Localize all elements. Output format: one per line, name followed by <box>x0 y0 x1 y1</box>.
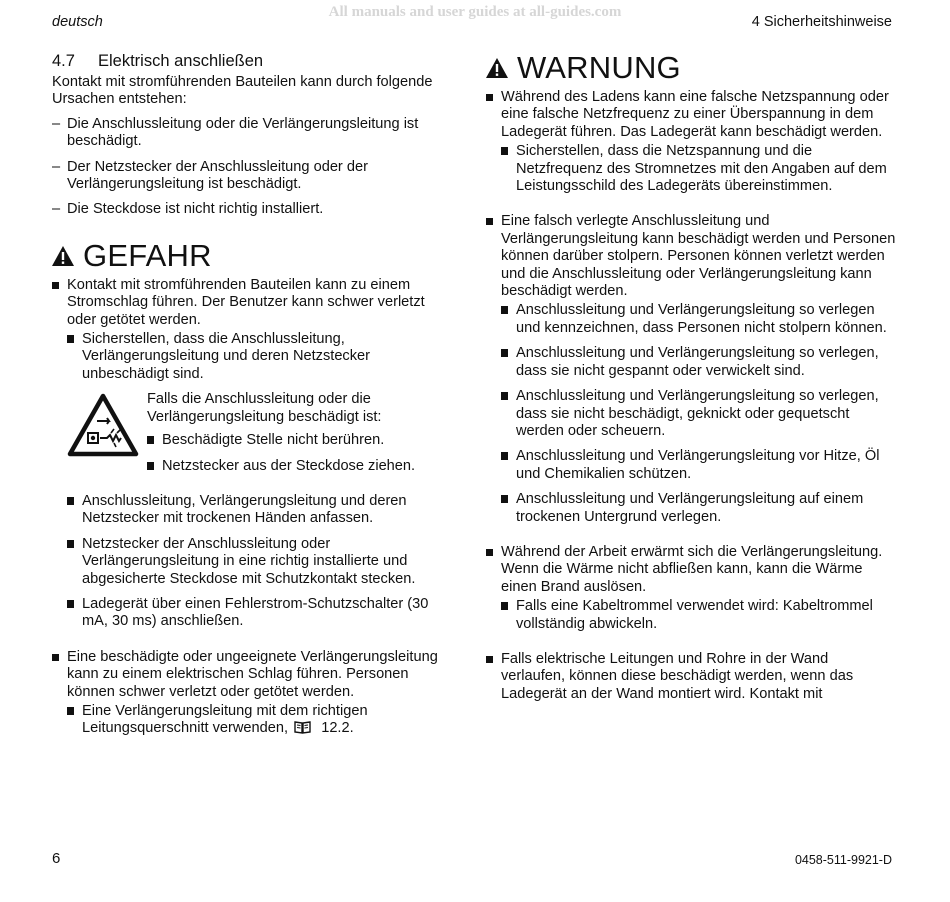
danger-title: GEFAHR <box>83 237 212 273</box>
instruction-step: Falls eine Kabeltrommel verwendet wird: Kabeltrommel vollständig abwickeln. <box>501 598 896 633</box>
section-reference[interactable]: 12.2. <box>321 720 354 737</box>
section-title: Elektrisch anschließen <box>98 52 264 70</box>
warning-triangle-icon <box>51 245 75 267</box>
instruction-step: Anschlussleitung und Verlängerungsleitung vor Hitze, Öl und Chemikalien schützen. <box>501 448 896 483</box>
instruction-step: Beschädigte Stelle nicht berühren. <box>147 432 457 449</box>
list-item: – Die Steckdose ist nicht richtig installiert. <box>52 201 324 218</box>
instruction-step: Eine Verlängerungsleitung mit dem richtigen Leitungsquerschnitt verwenden, 12.2. <box>67 703 457 738</box>
danger-item <box>52 649 457 746</box>
warning-item <box>486 89 896 203</box>
warning-text: Während des Ladens kann eine falsche Netzspannung oder eine falsche Netzfrequenz zu einer Überspannung in dem Ladegerät führen. Das Ladegerät kann beschädigt werden. <box>501 89 889 140</box>
instruction-step: Sicherstellen, dass die Netzspannung und die Netzfrequenz des Stromnetzes mit den Angaben auf dem Leistungsschild des Ladegeräts übereinstimmen. <box>501 143 896 195</box>
left-column <box>52 51 457 746</box>
header-chapter: 4 Sicherheitshinweise <box>751 14 892 30</box>
square-bullet-icon <box>52 654 59 661</box>
arrow-bullet-icon <box>501 306 508 314</box>
damaged-cable-warning-icon <box>67 393 139 457</box>
header-language: deutsch <box>52 14 103 30</box>
warning-text: Eine falsch verlegte Anschlussleitung und Verlängerungsleitung kann beschädigt werden und Personen können darüber stolpern. Personen können verletzt werden und die Anschlussleitung oder Verlängerungsleitung kann beschädigt werden. <box>501 213 896 300</box>
section-intro: Kontakt mit stromführenden Bauteilen kann durch folgende Ursachen entstehen: <box>52 74 433 108</box>
warning-item <box>486 651 896 703</box>
document-code: 0458-511-9921-D <box>794 853 892 867</box>
book-reference-icon <box>294 720 311 734</box>
instruction-step: Netzstecker aus der Steckdose ziehen. <box>147 458 457 475</box>
arrow-bullet-icon <box>501 452 508 460</box>
causes-list <box>52 116 457 219</box>
watermark: All manuals and user guides at all-guides.com <box>328 4 622 20</box>
danger-item <box>52 277 457 639</box>
square-bullet-icon <box>486 94 493 101</box>
arrow-bullet-icon <box>67 497 74 505</box>
list-item: – Der Netzstecker der Anschlussleitung oder der Verlängerungsleitung ist beschädigt. <box>52 158 368 193</box>
instruction-step: Anschlussleitung und Verlängerungsleitung so verlegen und kennzeichnen, dass Personen nicht stolpern können. <box>501 302 896 337</box>
arrow-bullet-icon <box>67 600 74 608</box>
figure-intro: Falls die Anschlussleitung oder die Verlängerungsleitung beschädigt ist: <box>147 391 382 425</box>
square-bullet-icon <box>52 282 59 289</box>
warning-text: Während der Arbeit erwärmt sich die Verlängerungsleitung. Wenn die Wärme nicht abfließen kann, kann die Wärme einen Brand auslösen. <box>501 543 883 595</box>
list-item: – Die Anschlussleitung oder die Verlängerungsleitung ist beschädigt. <box>52 115 419 150</box>
arrow-bullet-icon <box>67 540 74 548</box>
arrow-bullet-icon <box>67 707 74 715</box>
instruction-step: Ladegerät über einen Fehlerstrom-Schutzschalter (30 mA, 30 ms) anschließen. <box>67 596 457 631</box>
instruction-step: Netzstecker der Anschlussleitung oder Verlängerungsleitung in eine richtig installierte und abgesicherte Steckdose mit Schutzkontakt stecken. <box>67 536 457 588</box>
danger-text: Kontakt mit stromführenden Bauteilen kann zu einem Stromschlag führen. Der Benutzer kann schwer verletzt oder getötet werden. <box>67 276 425 328</box>
warning-item <box>486 544 896 641</box>
instruction-step: Anschlussleitung und Verlängerungsleitung auf einem trockenen Untergrund verlegen. <box>501 491 896 526</box>
arrow-bullet-icon <box>147 436 154 444</box>
arrow-bullet-icon <box>501 147 508 155</box>
square-bullet-icon <box>486 549 493 556</box>
instruction-step: Anschlussleitung und Verlängerungsleitung so verlegen, dass sie nicht beschädigt, geknickt oder gequetscht werden oder scheuern. <box>501 388 896 440</box>
instruction-step: Anschlussleitung und Verlängerungsleitung so verlegen, dass sie nicht gespannt oder verwickelt sind. <box>501 345 896 380</box>
instruction-step: Anschlussleitung, Verlängerungsleitung und deren Netzstecker mit trockenen Händen anfassen. <box>67 493 457 528</box>
square-bullet-icon <box>486 656 493 663</box>
arrow-bullet-icon <box>67 335 74 343</box>
section-heading <box>52 51 457 71</box>
danger-text: Eine beschädigte oder ungeeignete Verlängerungsleitung kann zu einem elektrischen Schlag führen. Personen können schwer verletzt oder getötet werden. <box>67 648 438 700</box>
arrow-bullet-icon <box>501 392 508 400</box>
warning-item <box>486 213 896 534</box>
warning-triangle-icon <box>485 57 509 79</box>
arrow-bullet-icon <box>501 602 508 610</box>
damaged-cable-figure-block <box>67 391 457 483</box>
warning-text: Falls elektrische Leitungen und Rohre in der Wand verlaufen, können diese beschädigt werden, wenn das Ladegerät an der Wand montiert wird. Kontakt mit <box>501 650 854 702</box>
warning-title: WARNUNG <box>517 50 681 85</box>
right-column <box>486 51 896 703</box>
page-number: 6 <box>52 850 61 867</box>
danger-heading <box>51 239 457 273</box>
warning-heading <box>485 51 896 85</box>
arrow-bullet-icon <box>501 349 508 357</box>
square-bullet-icon <box>486 218 493 225</box>
arrow-bullet-icon <box>501 495 508 503</box>
arrow-bullet-icon <box>147 462 154 470</box>
section-number: 4.7 <box>52 52 75 70</box>
instruction-step: Sicherstellen, dass die Anschlussleitung, Verlängerungsleitung und deren Netzstecker unbeschädigt sind. <box>67 331 457 383</box>
